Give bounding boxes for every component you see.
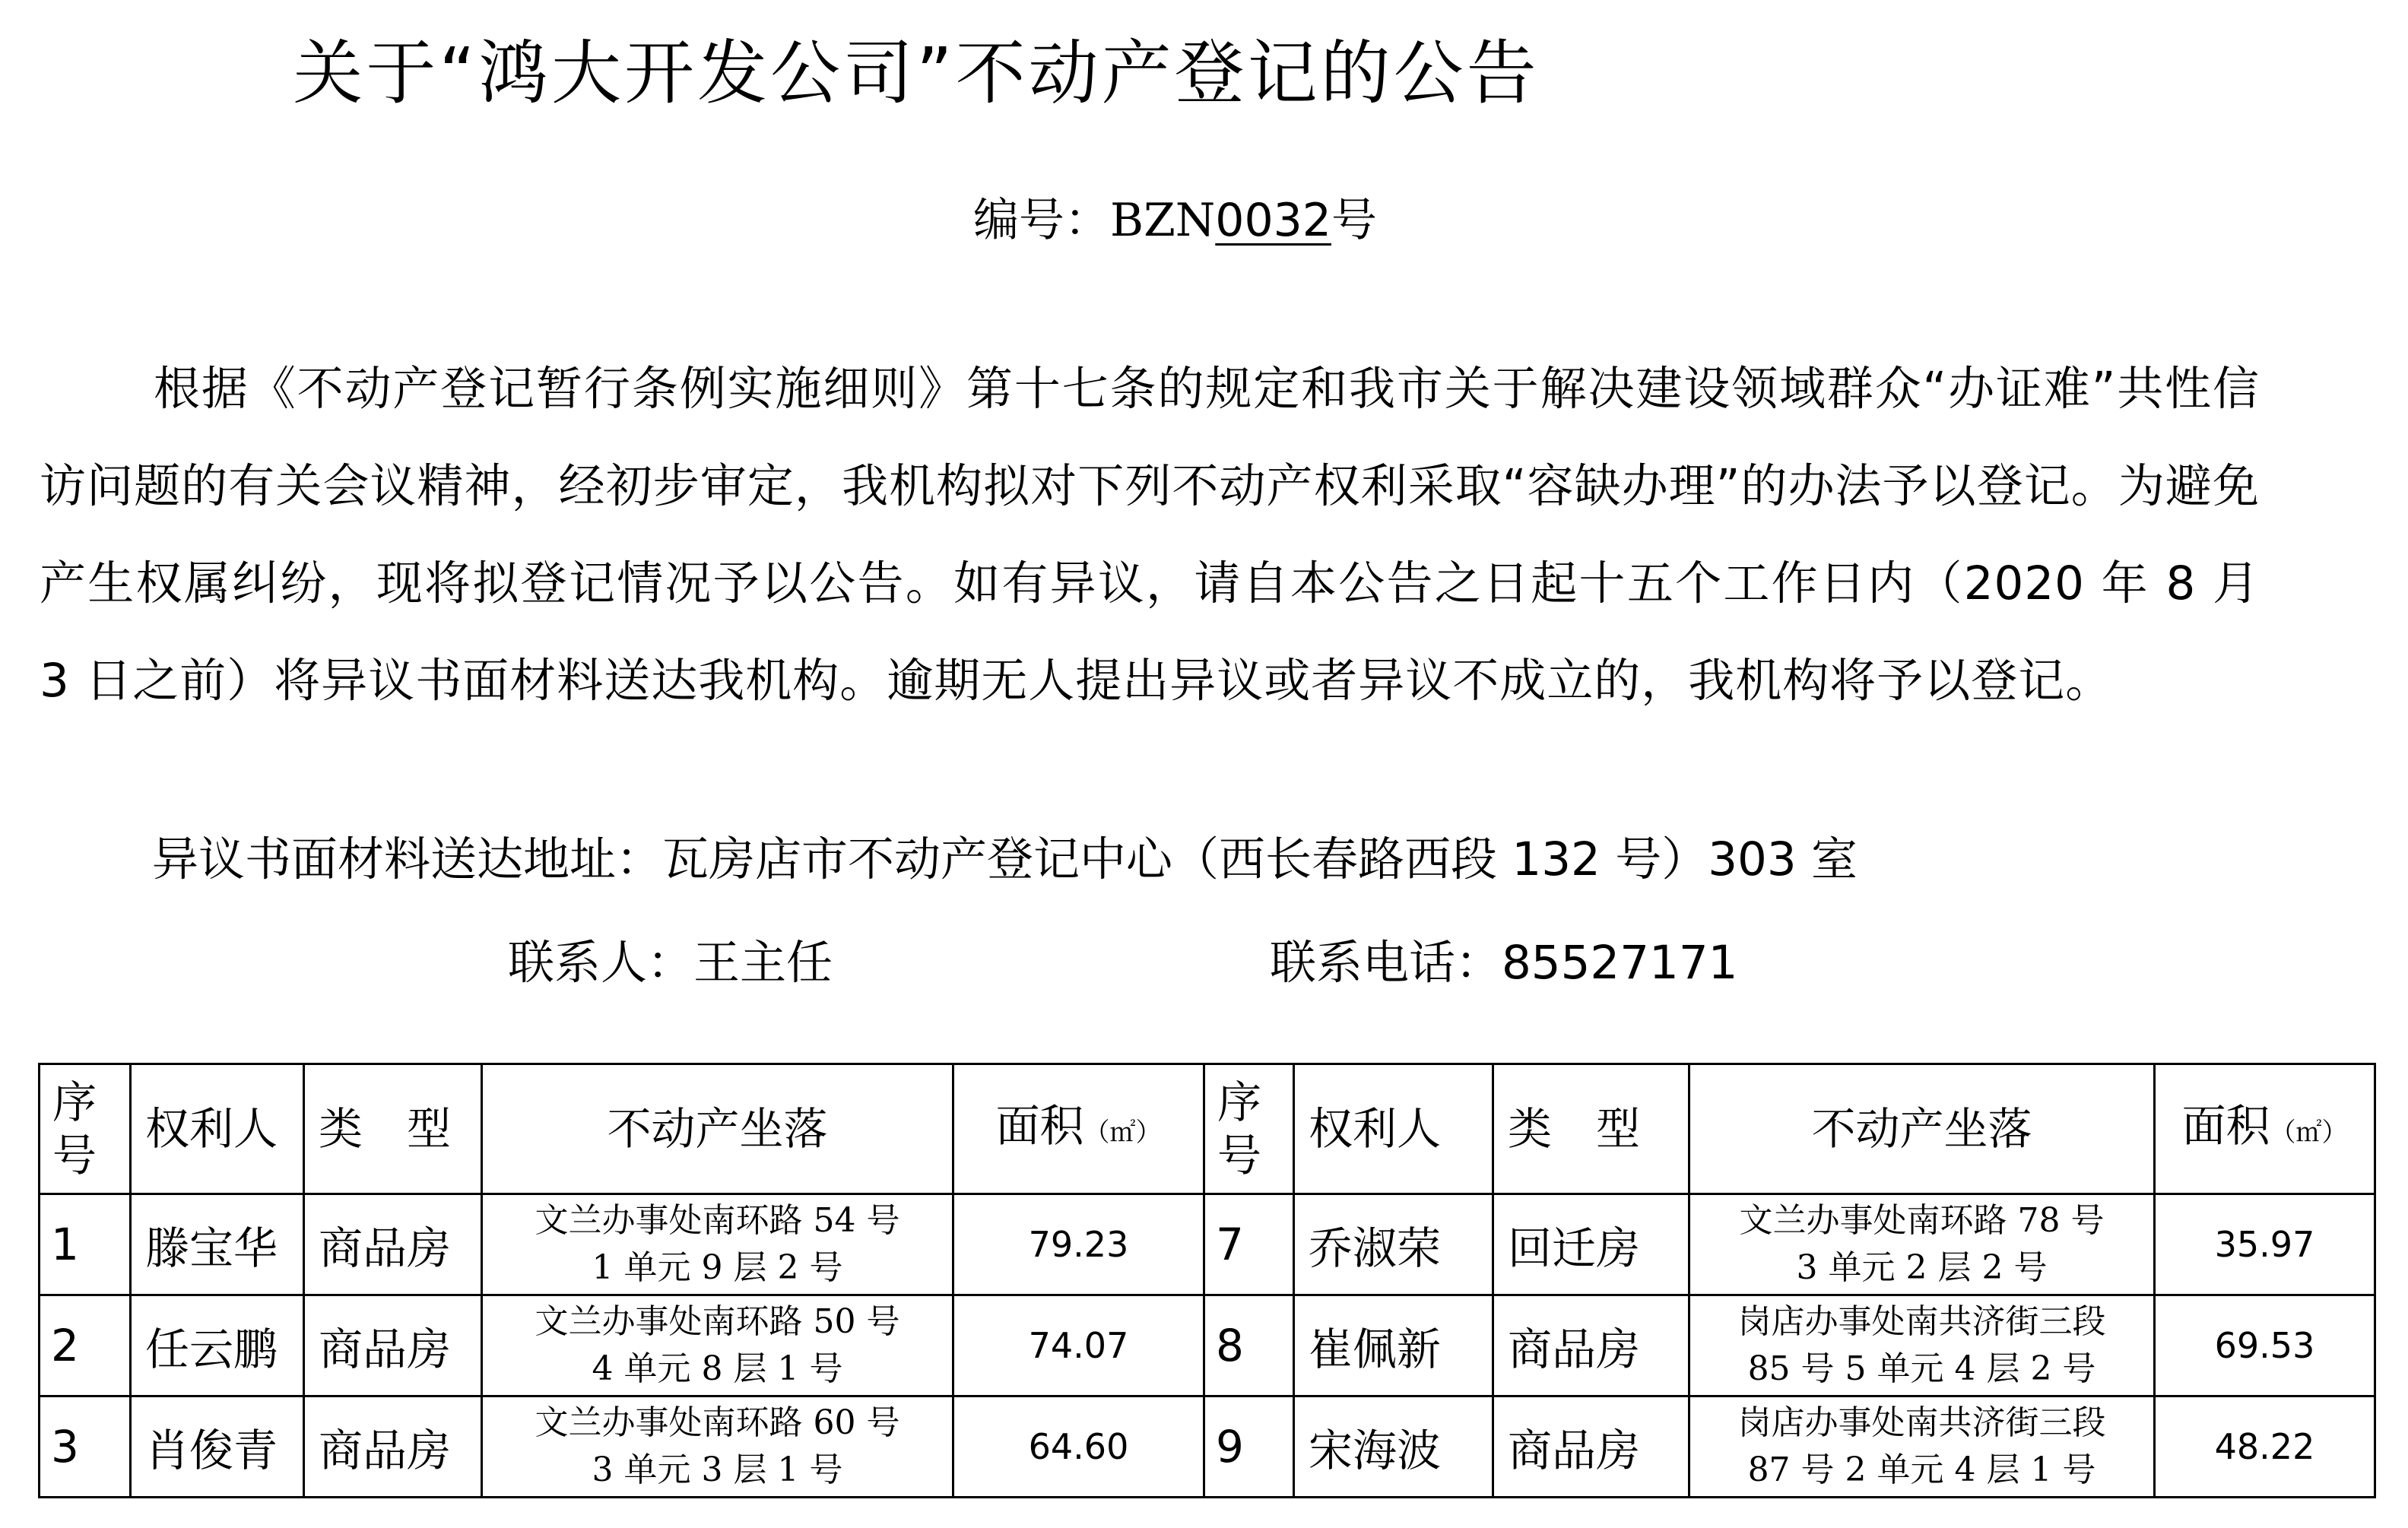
location-line-1: 岗店办事处南共济街三段	[1737, 1403, 2106, 1442]
header-area-label: 面积	[995, 1099, 1084, 1152]
header-type: 类 型	[1493, 1064, 1689, 1194]
cell-type: 回迁房	[1493, 1194, 1689, 1295]
location-line-2: 3 单元 3 层 1 号	[592, 1450, 843, 1489]
location-line-2: 3 单元 2 层 2 号	[1796, 1248, 2048, 1287]
cell-location	[1689, 1194, 2155, 1295]
location-line-2: 4 单元 8 层 1 号	[592, 1349, 843, 1388]
location-line-1: 文兰办事处南环路 50 号	[535, 1302, 900, 1341]
cell-type: 商品房	[304, 1295, 482, 1396]
cell-idx: 8	[1204, 1295, 1294, 1396]
cell-location	[482, 1396, 953, 1498]
contact-person: 联系人：王主任	[508, 936, 833, 990]
location-line-2: 85 号 5 单元 4 层 2 号	[1747, 1349, 2096, 1388]
header-area	[2155, 1064, 2375, 1194]
header-location: 不动产坐落	[482, 1064, 953, 1194]
table-row	[40, 1295, 2375, 1396]
location-line-1: 文兰办事处南环路 54 号	[535, 1201, 900, 1240]
header-area-unit: （㎡）	[1083, 1117, 1162, 1148]
cell-type: 商品房	[1493, 1295, 1689, 1396]
header-idx: 序号	[1204, 1064, 1294, 1194]
notice-title: 关于“鸿大开发公司”不动产登记的公告	[293, 33, 1540, 114]
contact-phone: 联系电话：85527171	[1270, 936, 1738, 990]
cell-owner: 滕宝华	[131, 1194, 304, 1295]
cell-location	[482, 1194, 953, 1295]
cell-idx: 7	[1204, 1194, 1294, 1295]
table-row	[40, 1396, 2375, 1498]
table-header-row	[40, 1064, 2375, 1194]
header-location: 不动产坐落	[1689, 1064, 2155, 1194]
header-area-label: 面积	[2181, 1099, 2270, 1152]
location-line-2: 87 号 2 单元 4 层 1 号	[1747, 1450, 2096, 1489]
cell-location	[1689, 1396, 2155, 1498]
cell-area: 35.97	[2155, 1194, 2375, 1295]
location-line-1: 文兰办事处南环路 60 号	[535, 1403, 900, 1442]
cell-owner: 崔佩新	[1294, 1295, 1493, 1396]
cell-location	[482, 1295, 953, 1396]
cell-owner: 宋海波	[1294, 1396, 1493, 1498]
header-idx: 序号	[40, 1064, 131, 1194]
cell-area: 74.07	[953, 1295, 1204, 1396]
cell-type: 商品房	[1493, 1396, 1689, 1498]
notice-body: 根据《不动产登记暂行条例实施细则》第十七条的规定和我市关于解决建设领域群众“办证难”共性信访问题的有关会议精神，经初步审定，我机构拟对下列不动产权利采取“容缺办理”的办法予以登记。为避免产生权属纠纷，现将拟登记情况予以公告。如有异议，请自本公告之日起十五个工作日内（2020 年 8 月 3 日之前）将异议书面材料送达我机构。逾期无人提出异议或者异议不成立的，我机构将予以登记。	[40, 362, 2260, 708]
doc-number-suffix: 号	[1331, 194, 1377, 247]
registration-table	[38, 1063, 2376, 1498]
cell-idx: 3	[40, 1396, 131, 1498]
header-area-unit: （㎡）	[2270, 1117, 2348, 1148]
cell-owner: 肖俊青	[131, 1396, 304, 1498]
header-type: 类 型	[304, 1064, 482, 1194]
header-owner: 权利人	[1294, 1064, 1493, 1194]
cell-owner: 乔淑荣	[1294, 1194, 1493, 1295]
cell-area: 69.53	[2155, 1295, 2375, 1396]
cell-idx: 1	[40, 1194, 131, 1295]
cell-idx: 9	[1204, 1396, 1294, 1498]
location-line-2: 1 单元 9 层 2 号	[592, 1248, 843, 1287]
location-line-1: 岗店办事处南共济街三段	[1737, 1302, 2106, 1341]
cell-location	[1689, 1295, 2155, 1396]
cell-type: 商品房	[304, 1396, 482, 1498]
header-area	[953, 1064, 1204, 1194]
cell-area: 64.60	[953, 1396, 1204, 1498]
objection-address: 异议书面材料送达地址：瓦房店市不动产登记中心（西长春路西段 132 号）303 室	[152, 832, 1858, 886]
cell-area: 48.22	[2155, 1396, 2375, 1498]
table-row	[40, 1194, 2375, 1295]
doc-number-value: 0032	[1215, 194, 1331, 247]
cell-area: 79.23	[953, 1194, 1204, 1295]
cell-idx: 2	[40, 1295, 131, 1396]
cell-owner: 任云鹏	[131, 1295, 304, 1396]
header-owner: 权利人	[131, 1064, 304, 1194]
doc-number-prefix: 编号：BZN	[973, 194, 1216, 247]
cell-type: 商品房	[304, 1194, 482, 1295]
location-line-1: 文兰办事处南环路 78 号	[1739, 1201, 2105, 1240]
document-number	[973, 190, 1377, 251]
